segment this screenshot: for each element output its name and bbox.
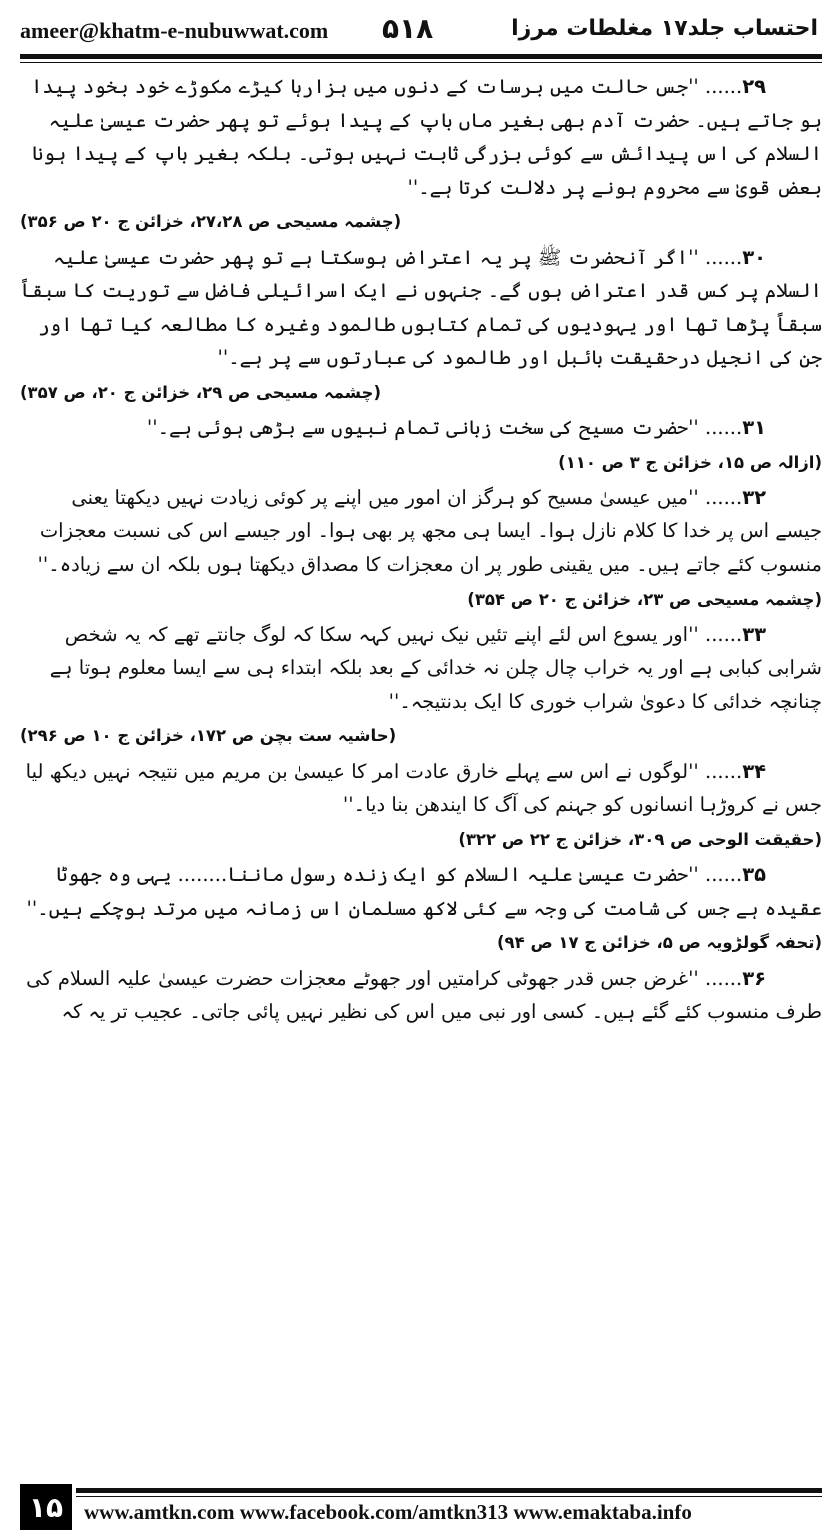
entry-34: ۳۴...... ''لوگوں نے اس سے پہلے خارق عادت امر کا عیسیٰ بن مریم میں نتیجہ نہیں دیکھ لیا جس نے کروڑہا انسانوں کو جہنم کی آگ کا ایندھن بنا دیا۔'' xyxy=(25,759,822,817)
entry-text: ''جس حالت میں برسات کے دنوں میں ہزارہا کیڑے مکوڑے خود بخود پیدا ہو جاتے ہیں۔ حضرت آدم بھی بغیر ماں باپ کے پیدا ہوئے تو پھر حضرت عیسیٰ علیہ السلام کی اس پیدائش سے کوئی بزرگی ثابت نہیں ہوتی۔ بلکہ بغیر باپ کے پیدا ہونا بعض قویٰ سے محروم ہونے پر دلالت کرتا ہے۔'' xyxy=(30,75,822,199)
header-page-number: ۵۱۸ xyxy=(382,12,434,45)
entry-reference: (حقیقت الوحی ص ۳۰۹، خزائن ج ۲۲ ص ۳۲۲) xyxy=(458,829,822,849)
header-email: ameer@khatm-e-nubuwwat.com xyxy=(20,18,329,43)
header-rule-thick xyxy=(20,54,822,59)
entry-text: ''غرض جس قدر جھوٹی کرامتیں اور جھوٹے معجزات حضرت عیسیٰ علیہ السلام کی طرف منسوب کئے گئے ہیں۔ کسی اور نبی میں اس کی نظیر نہیں پائی جاتی۔ عجیب تر یہ کہ xyxy=(26,966,822,1024)
entry-reference: (حاشیہ ست بچن ص ۱۷۲، خزائن ج ۱۰ ص ۲۹۶) xyxy=(20,726,397,746)
header-book-title: احتساب جلد۱۷ مغلطات مرزا xyxy=(511,16,818,41)
entry-text: ''لوگوں نے اس سے پہلے خارق عادت امر کا عیسیٰ بن مریم میں نتیجہ نہیں دیکھ لیا جس نے کروڑہا انسانوں کو جہنم کی آگ کا ایندھن بنا دیا۔'' xyxy=(25,759,822,817)
page-footer xyxy=(20,1484,822,1532)
entry-text: ''اور یسوع اس لئے اپنے تئیں نیک نہیں کہہ سکا کہ لوگ جانتے تھے کہ یہ شخص شرابی کبابی ہے اور یہ خراب چال چلن نہ خدائی کے بعد بلکہ ابتداء ہی سے ایسا معلوم ہوتا ہے چنانچہ خدائی کا دعویٰ شراب خوری کا ایک بدنتیجہ۔'' xyxy=(49,622,822,713)
entry-reference: (تحفہ گولڑویہ ص ۵، خزائن ج ۱۷ ص ۹۴) xyxy=(497,933,822,953)
entry-reference: (ازالہ ص ۱۵، خزائن ج ۳ ص ۱۱۰) xyxy=(558,452,822,472)
entry-number: ۳۴ xyxy=(742,759,766,783)
entry-29: ۲۹...... ''جس حالت میں برسات کے دنوں میں ہزارہا کیڑے مکوڑے خود بخود پیدا ہو جاتے ہیں۔ حضرت آدم بھی بغیر ماں باپ کے پیدا ہوئے تو پھر حضرت عیسیٰ علیہ السلام کی اس پیدائش سے کوئی بزرگی ثابت نہیں ہوتی۔ بلکہ بغیر باپ کے پیدا ہونا بعض قویٰ سے محروم ہونے پر دلالت کرتا ہے۔'' xyxy=(30,75,822,199)
footer-rule-thin xyxy=(76,1496,822,1497)
entry-number: ۳۱ xyxy=(742,416,766,439)
page-body xyxy=(20,70,822,1480)
entry-31: ۳۱...... ''حضرت مسیح کی سخت زبانی تمام نبیوں سے بڑھی ہوئی ہے۔'' xyxy=(146,416,766,439)
entry-33: ۳۳...... ''اور یسوع اس لئے اپنے تئیں نیک نہیں کہہ سکا کہ لوگ جانتے تھے کہ یہ شخص شرابی کبابی ہے اور یہ خراب چال چلن نہ خدائی کے بعد بلکہ ابتداء ہی سے ایسا معلوم ہوتا ہے چنانچہ خدائی کا دعویٰ شراب خوری کا ایک بدنتیجہ۔'' xyxy=(49,622,822,713)
entry-text: ''اگر آنحضرت ﷺ پر یہ اعتراض ہوسکتا ہے تو پھر حضرت عیسیٰ علیہ السلام پر کس قدر اعتراض ہوں گے۔ جنہوں نے ایک اسرائیلی فاضل سے توریت کا سبقاً سبقاً پڑھا تھا اور یہودیوں کی تمام کتابوں طالمود وغیرہ کا مطالعہ کیا تھا اور جن کی انجیل درحقیقت بائبل اور طالمود کی عبارتوں سے پر ہے۔'' xyxy=(20,245,822,370)
entry-number: ۳۶ xyxy=(742,966,766,990)
entry-number: ۳۵ xyxy=(742,863,766,887)
footer-links: www.amtkn.com www.facebook.com/amtkn313 www.emaktaba.info xyxy=(84,1500,692,1524)
entry-number: ۳۲ xyxy=(742,485,766,509)
entry-reference: (چشمہ مسیحی ص ۲۷،۲۸، خزائن ج ۲۰ ص ۳۵۶) xyxy=(20,212,402,232)
entry-35: ۳۵...... ''حضرت عیسیٰ علیہ السلام کو ایک زندہ رسول ماننا........ یہی وہ جھوٹا عقیدہ ہے جس کی شامت کی وجہ سے کئی لاکھ مسلمان اس زمانہ میں مرتد ہوچکے ہیں۔'' xyxy=(26,863,822,920)
entry-number: ۲۹ xyxy=(742,75,766,98)
entry-reference: (چشمہ مسیحی ص ۲۳، خزائن ج ۲۰ ص ۳۵۴) xyxy=(467,589,822,609)
entry-36: ۳۶...... ''غرض جس قدر جھوٹی کرامتیں اور جھوٹے معجزات حضرت عیسیٰ علیہ السلام کی طرف منسوب کئے گئے ہیں۔ کسی اور نبی میں اس کی نظیر نہیں پائی جاتی۔ عجیب تر یہ کہ xyxy=(26,966,822,1024)
entry-32: ۳۲...... ''میں عیسیٰ مسیح کو ہرگز ان امور میں اپنے پر کوئی زیادت نہیں دیکھتا یعنی جیسے اس پر خدا کا کلام نازل ہوا۔ ایسا ہی مجھ پر بھی ہوا۔ اور جیسے اس کی نسبت معجزات منسوب کئے جاتے ہیں۔ میں یقینی طور پر ان معجزات کا مصداق دیکھتا ہوں بلکہ ان سے زیادہ۔'' xyxy=(37,485,822,576)
entry-text: ''میں عیسیٰ مسیح کو ہرگز ان امور میں اپنے پر کوئی زیادت نہیں دیکھتا یعنی جیسے اس پر خدا کا کلام نازل ہوا۔ ایسا ہی مجھ پر بھی ہوا۔ اور جیسے اس کی نسبت معجزات منسوب کئے جاتے ہیں۔ میں یقینی طور پر ان معجزات کا مصداق دیکھتا ہوں بلکہ ان سے زیادہ۔'' xyxy=(37,485,822,576)
entry-reference: (چشمہ مسیحی ص ۲۹، خزائن ج ۲۰، ص ۳۵۷) xyxy=(20,382,381,402)
page-header xyxy=(0,0,840,54)
entry-30: ۳۰...... ''اگر آنحضرت ﷺ پر یہ اعتراض ہوسکتا ہے تو پھر حضرت عیسیٰ علیہ السلام پر کس قدر اعتراض ہوں گے۔ جنہوں نے ایک اسرائیلی فاضل سے توریت کا سبقاً سبقاً پڑھا تھا اور یہودیوں کی تمام کتابوں طالمود وغیرہ کا مطالعہ کیا تھا اور جن کی انجیل درحقیقت بائبل اور طالمود کی عبارتوں سے پر ہے۔'' xyxy=(20,245,822,370)
header-rule-thin xyxy=(20,62,822,63)
footer-rule-thick xyxy=(76,1488,822,1493)
entry-text: ''حضرت مسیح کی سخت زبانی تمام نبیوں سے بڑھی ہوئی ہے۔'' xyxy=(146,416,699,439)
entry-text: ''حضرت عیسیٰ علیہ السلام کو ایک زندہ رسول ماننا........ یہی وہ جھوٹا عقیدہ ہے جس کی شامت کی وجہ سے کئی لاکھ مسلمان اس زمانہ میں مرتد ہوچکے ہیں۔'' xyxy=(26,863,822,920)
entry-number: ۳۰ xyxy=(742,245,766,269)
entry-number: ۳۳ xyxy=(742,622,766,646)
footer-page-number: ۱۵ xyxy=(20,1484,72,1530)
